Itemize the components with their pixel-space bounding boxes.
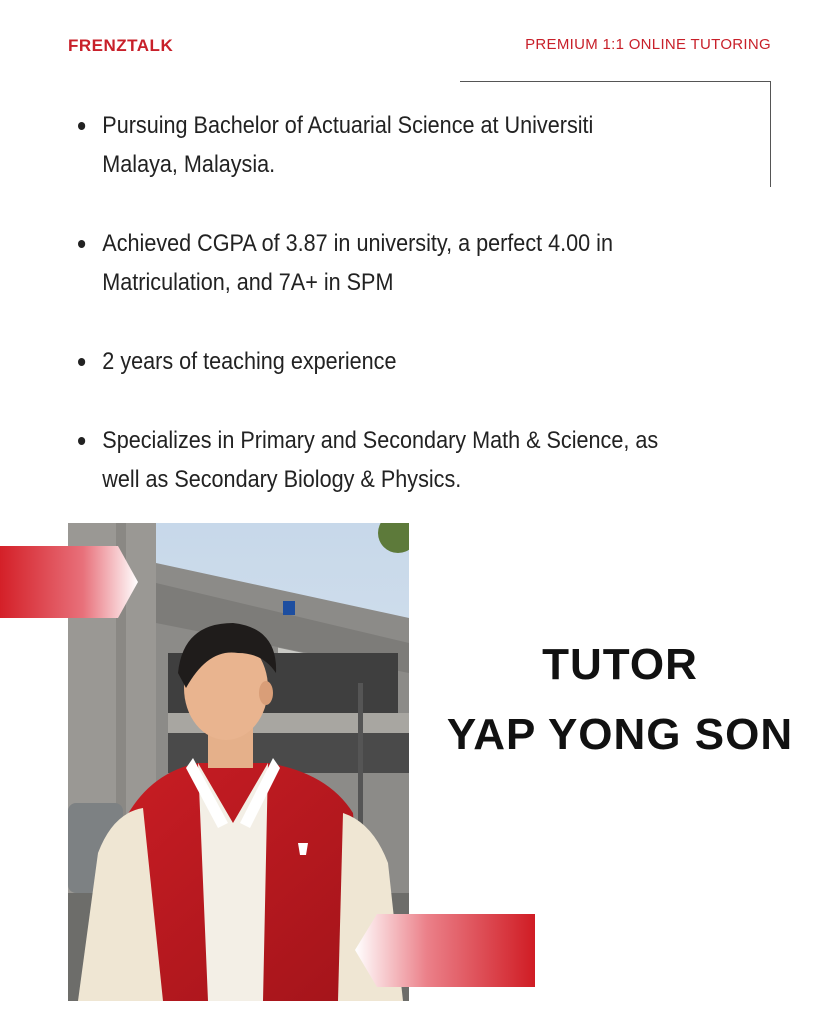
bullet-dot-icon [78, 358, 85, 366]
red-ribbon-arrow-bottom [355, 914, 535, 987]
tagline: PREMIUM 1:1 ONLINE TUTORING [525, 36, 771, 53]
list-item [78, 421, 768, 499]
tutor-name: YAP YONG SON [446, 710, 794, 759]
red-ribbon-arrow-top [0, 546, 138, 618]
corner-divider-horizontal [460, 81, 771, 82]
list-item [78, 106, 768, 184]
bullet-dot-icon [78, 122, 85, 130]
bullet-line: Malaya, Malaysia. [102, 151, 276, 178]
tutor-title-label: TUTOR [542, 640, 698, 689]
brand-logo-text: FRENZTALK [68, 36, 174, 55]
bullet-line: Matriculation, and 7A+ in SPM [102, 269, 394, 296]
bullet-line: 2 years of teaching experience [102, 348, 397, 375]
list-item [78, 224, 768, 302]
bullet-line: Achieved CGPA of 3.87 in university, a perfect 4.00 in [102, 230, 613, 257]
bullet-dot-icon [78, 240, 85, 248]
bullet-line: Specializes in Primary and Secondary Math & Science, as [102, 427, 659, 454]
bullet-dot-icon [78, 437, 85, 445]
bullet-line: well as Secondary Biology & Physics. [102, 466, 462, 493]
corner-divider-vertical [770, 81, 771, 187]
qualification-list [78, 106, 758, 539]
bullet-line: Pursuing Bachelor of Actuarial Science at Universiti [102, 112, 594, 139]
list-item [78, 342, 768, 381]
